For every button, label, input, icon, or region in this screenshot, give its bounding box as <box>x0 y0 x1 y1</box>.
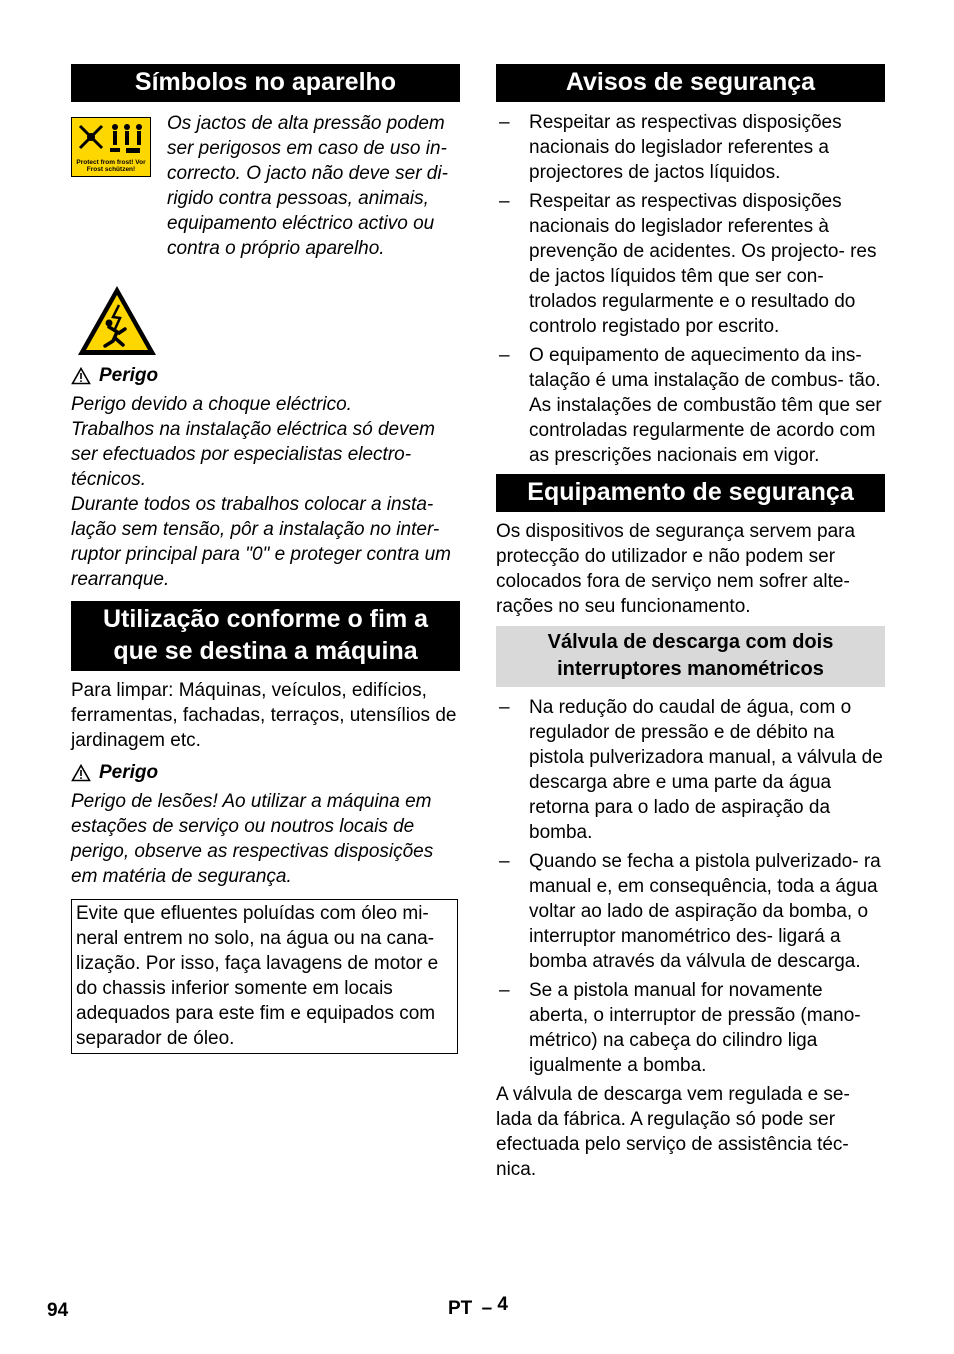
valve-text: A válvula de descarga vem regulada e se- lada da fábrica. A regulação só pode ser efectuada pelo serviço de assistência téc- nica. <box>496 1084 850 1180</box>
dash-bullet: – <box>499 191 510 212</box>
dash-bullet: – <box>499 851 510 872</box>
electric-hazard-sign <box>75 283 159 359</box>
usage-text: Para limpar: Máquinas, veículos, edifícios, ferramentas, fachadas, terraços, utensílios de jardinagem etc. <box>71 680 457 751</box>
usage-heading-line: Utilização conforme o fim a <box>102 605 429 633</box>
warnings-list <box>496 110 885 468</box>
symbols-heading: Símbolos no aparelho <box>71 64 460 102</box>
environment-notice-box <box>71 899 458 1054</box>
electric-shock-warning-icon <box>75 283 159 359</box>
left-column <box>71 64 460 1054</box>
environment-notice-text: Evite que efluentes poluídas com óleo mi- neral entrem no solo, na água ou na cana- lização. Por isso, faça lavagens de motor e do chassis inferior somente em locais adequados para este fim e equipados com separador de óleo. <box>76 903 439 1049</box>
dash-bullet: – <box>499 697 510 718</box>
pressure-symbols-label <box>71 117 151 177</box>
list-item: – Se a pistola manual for novamente aberta, o interruptor de pressão (mano- métrico) na cabeça do cilindro liga igualmente a bomba. <box>499 980 861 1076</box>
danger-text-2: Perigo de lesões! Ao utilizar a máquina em estações de serviço ou noutros locais de perigo, observe as respectivas disposições em matéria de segurança. <box>71 791 434 887</box>
symbols-block <box>71 111 460 261</box>
valve-heading-line: Válvula de descarga com dois <box>547 631 834 653</box>
usage-heading-line: que se destina a máquina <box>113 637 418 665</box>
warning-triangle-icon <box>71 367 91 385</box>
dash-bullet: – <box>499 345 510 366</box>
symbols-text: Os jactos de alta pressão podem ser perigosos em caso de uso in- correcto. O jacto não deve ser di- rigido contra pessoas, animais, equipamento eléctrico activo ou contra o próprio aparelho. <box>167 113 448 259</box>
danger-line: Perigo devido a choque eléctrico. <box>71 394 352 415</box>
page-label <box>448 1296 508 1321</box>
list-item: – Respeitar as respectivas disposições nacionais do legislador referentes à prevenção de acidentes. Os projecto- res de jactos líquidos têm que ser con- trolados regularmente e o resultado do controlo registado por escrito. <box>499 191 877 337</box>
sub-page-number: 4 <box>497 1294 508 1315</box>
right-column <box>496 64 885 1182</box>
list-item: – O equipamento de aquecimento da ins- talação é uma instalação de combus- tão. As instalações de combustão têm que ser controladas regularmente de acordo com as prescrições nacionais em vigor. <box>499 345 882 466</box>
usage-heading <box>71 601 460 671</box>
valve-heading <box>496 626 885 687</box>
warnings-heading: Avisos de segurança <box>496 64 885 102</box>
equipment-heading: Equipamento de segurança <box>496 474 885 512</box>
danger-note-2 <box>71 760 460 785</box>
danger-note-1 <box>71 363 460 388</box>
equipment-text: Os dispositivos de segurança servem para protecção do utilizador e não podem ser colocados fora de serviço nem sofrer alte- rações no seu funcionamento. <box>496 521 856 617</box>
frost-protection-text: Protect from frost! Vor Frost schützen! <box>76 159 146 173</box>
dash-bullet: – <box>499 112 510 133</box>
valve-list <box>496 695 885 1078</box>
page-number: 94 <box>47 1300 69 1321</box>
warning-triangle-icon <box>71 764 91 782</box>
danger-line: Trabalhos na instalação eléctrica só devem ser efectuados por especialistas electro- técnicos. <box>71 419 436 490</box>
danger-text-1 <box>71 392 460 592</box>
high-pressure-warning-icon <box>72 118 150 156</box>
language-code: PT <box>448 1298 473 1319</box>
list-item: – Respeitar as respectivas disposições nacionais do legislador referentes a projectores de jactos líquidos. <box>499 112 842 183</box>
list-item: – Quando se fecha a pistola pulverizado- ra manual e, em consequência, toda a água voltar ao lado de aspiração da bomba, o interruptor manométrico des- ligará a bomba através da válvula de descarga. <box>499 851 881 972</box>
footer-dash: – <box>481 1298 493 1319</box>
danger-line: Durante todos os trabalhos colocar a insta- lação sem tensão, pôr a instalação no inter- ruptor principal para "0" e proteger contra um rearranque. <box>71 494 451 590</box>
danger-title: Perigo <box>99 762 159 783</box>
dash-bullet: – <box>499 980 510 1001</box>
danger-title: Perigo <box>99 365 159 386</box>
list-item: – Na redução do caudal de água, com o regulador de pressão e de débito na pistola pulverizadora manual, a válvula de descarga abre e uma parte da água retorna para o lado de aspiração da bomba. <box>499 697 883 843</box>
valve-heading-line: interruptores manométricos <box>557 658 824 680</box>
